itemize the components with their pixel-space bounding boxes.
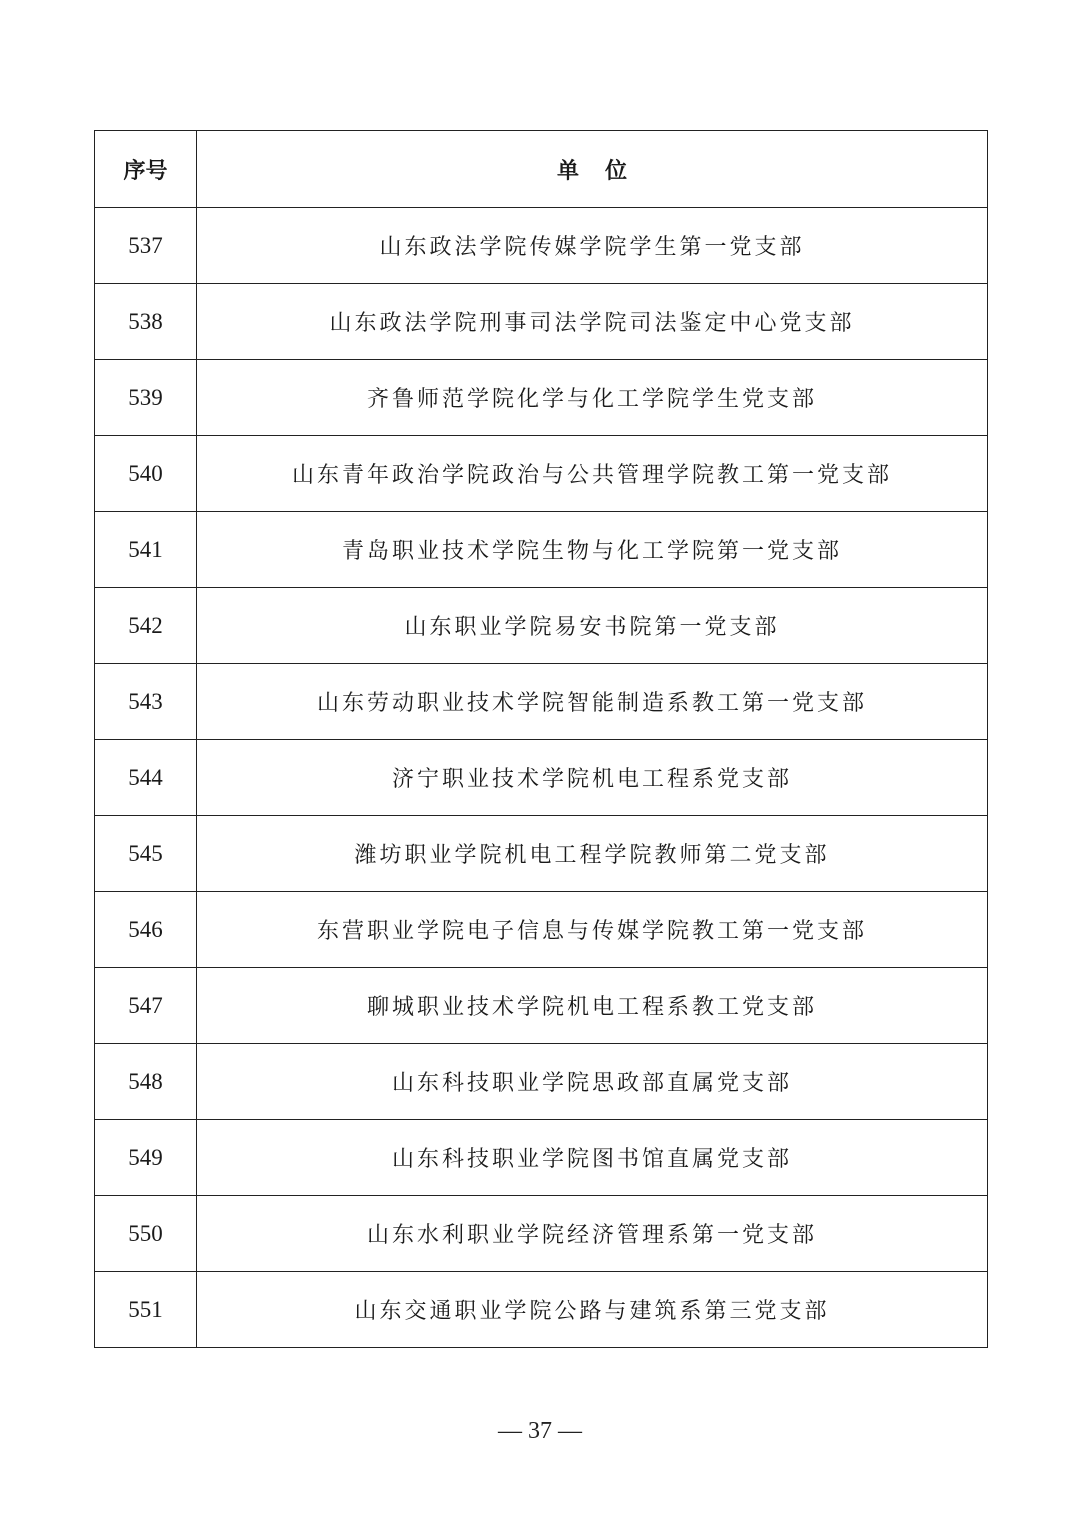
- header-no: 序号: [95, 131, 197, 208]
- row-number: 550: [95, 1196, 197, 1272]
- row-unit: 山东科技职业学院思政部直属党支部: [197, 1044, 988, 1120]
- row-unit: 山东政法学院传媒学院学生第一党支部: [197, 208, 988, 284]
- table-row: [95, 1272, 988, 1348]
- row-number: 548: [95, 1044, 197, 1120]
- row-number: 543: [95, 664, 197, 740]
- table-row: [95, 588, 988, 664]
- row-unit: 山东水利职业学院经济管理系第一党支部: [197, 1196, 988, 1272]
- row-number: 538: [95, 284, 197, 360]
- unit-list-table: [94, 130, 988, 1348]
- row-unit: 山东职业学院易安书院第一党支部: [197, 588, 988, 664]
- row-number: 551: [95, 1272, 197, 1348]
- table-header-row: [95, 131, 988, 208]
- row-unit: 山东交通职业学院公路与建筑系第三党支部: [197, 1272, 988, 1348]
- table-row: [95, 1196, 988, 1272]
- row-unit: 齐鲁师范学院化学与化工学院学生党支部: [197, 360, 988, 436]
- table-row: [95, 740, 988, 816]
- table-row: [95, 816, 988, 892]
- table-row: [95, 1120, 988, 1196]
- row-unit: 潍坊职业学院机电工程学院教师第二党支部: [197, 816, 988, 892]
- table-row: [95, 436, 988, 512]
- table-row: [95, 968, 988, 1044]
- table-body: [95, 208, 988, 1348]
- table-row: [95, 664, 988, 740]
- table-row: [95, 892, 988, 968]
- table-row: [95, 360, 988, 436]
- row-number: 542: [95, 588, 197, 664]
- table-row: [95, 1044, 988, 1120]
- row-unit: 山东政法学院刑事司法学院司法鉴定中心党支部: [197, 284, 988, 360]
- row-unit: 山东科技职业学院图书馆直属党支部: [197, 1120, 988, 1196]
- row-number: 545: [95, 816, 197, 892]
- row-number: 547: [95, 968, 197, 1044]
- table-row: [95, 208, 988, 284]
- row-unit: 东营职业学院电子信息与传媒学院教工第一党支部: [197, 892, 988, 968]
- row-unit: 济宁职业技术学院机电工程系党支部: [197, 740, 988, 816]
- row-number: 541: [95, 512, 197, 588]
- page-number: — 37 —: [498, 1418, 582, 1444]
- row-unit: 山东青年政治学院政治与公共管理学院教工第一党支部: [197, 436, 988, 512]
- row-unit: 山东劳动职业技术学院智能制造系教工第一党支部: [197, 664, 988, 740]
- row-number: 546: [95, 892, 197, 968]
- header-unit: 单位: [197, 131, 988, 208]
- row-number: 537: [95, 208, 197, 284]
- row-unit: 聊城职业技术学院机电工程系教工党支部: [197, 968, 988, 1044]
- row-number: 539: [95, 360, 197, 436]
- row-number: 540: [95, 436, 197, 512]
- row-unit: 青岛职业技术学院生物与化工学院第一党支部: [197, 512, 988, 588]
- row-number: 544: [95, 740, 197, 816]
- row-number: 549: [95, 1120, 197, 1196]
- table-row: [95, 284, 988, 360]
- table-row: [95, 512, 988, 588]
